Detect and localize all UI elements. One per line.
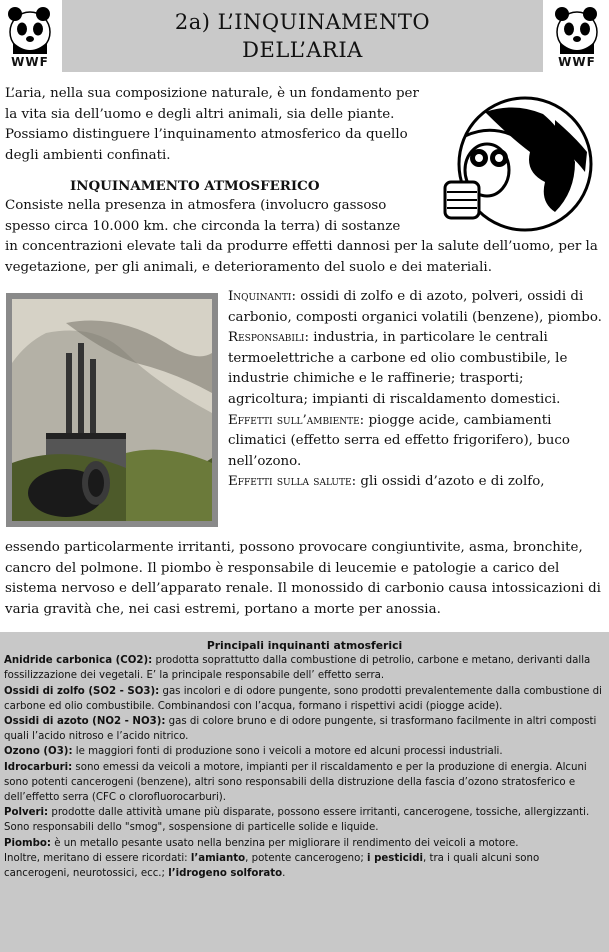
item-ambiente-label: Effetti sull’ambiente: [228,412,365,428]
item-responsabili-label: Responsabili: [228,330,310,346]
items-block [228,287,606,493]
item-salute-label: Effetti sulla salute: [228,474,357,490]
section-text-part2: in concentrazioni elevate tali da produrre effetti dannosi per la salute dell’uomo, per la vegetazione, per gli animali, e deterioramento del suolo e dei materiali. [5,239,598,275]
item-inquinanti-label: Inquinanti: [228,289,297,304]
intro-paragraph: L’aria, nella sua composizione naturale, è un fondamento per la vita sia dell’uomo e degli altri animali, sia delle piante. Possiamo distinguere l’inquinamento atmosferico da quello degli ambienti confinati. [5,86,419,163]
gas-mask-globe-illustration [425,92,605,242]
page-title [62,0,543,72]
pollutant-idrocarburi [4,760,605,806]
item-inquinanti-text: ossidi di zolfo e di azoto, polveri, ossidi di carbonio, composti organici volatili (benzene), piombo. [228,289,602,325]
panel-title: Principali inquinanti atmosferici [206,639,403,652]
item-responsabili [228,328,606,410]
pollutant-piombo [4,836,605,851]
panda-icon [554,2,600,54]
pollutant-idrocarburi-text: sono emessi da veicoli a motore, impianti per il riscaldamento e per la produzione di energia. Alcuni sono potenti cancerogeni (benzene), altri sono responsabili della distruzione della fascia d’ozono stratosferico e dell’effetto serra (CFC o clorofluorocarburi). [4,761,587,804]
extra-text-c: , tra i quali alcuni sono cancerogeni, neurotossici, ecc.; [4,852,540,880]
pollutant-piombo-label: Piombo: [4,837,51,849]
item-salute-text-a: gli ossidi d’azoto e di zolfo, [356,474,545,490]
wwf-logo-right [549,2,605,72]
pollutant-no [4,714,605,744]
pollutant-no-label: Ossidi di azoto (NO2 - NO3): [4,716,166,728]
extra-text-a: Inoltre, meritano di essere ricordati: [4,852,191,864]
wwf-logo-left [2,2,58,72]
panda-icon [7,2,53,54]
item-salute-continuation: essendo particolarmente irritanti, possono provocare congiuntivite, asma, bronchite, cancro del polmone. Il piombo è responsabile di leucemie e patologie a carico del sistema nervoso e dell’apparato renale. Il monossido di carbonio causa intossicazioni di varia gravità che, nei casi estremi, portano a morte per anossia. [5,540,601,617]
pollutants-panel [0,632,609,952]
pollutant-piombo-text: è un metallo pesante usato nella benzina per migliorare il rendimento dei veicoli a motore. [50,837,519,849]
extra-text-d: . [282,868,286,880]
pollutant-no-text: gas di colore bruno e di odore pungente, si trasformano facilmente in altri composti quali l’acido nitroso e l’acido nitrico. [4,716,597,743]
factory-pollution-illustration [6,293,218,527]
item-ambiente-text: piogge acide, cambiamenti climatici (effetto serra ed effetto frigorifero), buco nell’ozono. [228,412,570,469]
section-text-part1: Consiste nella presenza in atmosfera (involucro gassoso spesso circa 10.000 km. che circonda la terra) di sostanze [5,198,401,234]
extra-pesticidi: i pesticidi [367,852,424,864]
pollutant-so-text: gas incolori e di odore pungente, sono prodotti prevalentemente dalla combustione di carbone ed olio combustibile. Combinandosi con l’acqua, formano i rispettivi acidi (piogge acide). [4,685,602,712]
pollutant-o3-label: Ozono (O3): [4,746,73,758]
title-line-1: 2a) L’INQUINAMENTO [174,10,431,34]
item-inquinanti [228,287,606,328]
pollutant-polveri [4,805,605,835]
pollutant-o3-text: le maggiori fonti di produzione sono i veicoli a motore ed alcuni processi industriali. [72,746,503,758]
pollutant-polveri-label: Polveri: [4,807,49,819]
pollutant-extra [4,851,605,881]
pollutant-co2-text: prodotta soprattutto dalla combustione di petrolio, carbone e metano, derivanti dalla fossilizzazione dei vegetali. E’ la principale responsabile dell’ effetto serra. [4,655,591,682]
item-ambiente [228,411,606,473]
wwf-logo-text-right: WWF [558,55,596,69]
pollutant-co2-label: Anidride carbonica (CO2): [4,655,153,667]
title-line-2: DELL’ARIA [242,38,363,62]
section-heading: INQUINAMENTO ATMOSFERICO [70,178,320,194]
item-salute [228,472,606,493]
pollutant-so [4,684,605,714]
item-responsabili-text: industria, in particolare le centrali termoelettriche a carbone ed olio combustibile, le industrie chimiche e le raffinerie; trasporti; agricoltura; impianti di riscaldamento domestici. [228,330,568,407]
pollutant-polveri-text: prodotte dalle attività umane più disparate, possono essere irritanti, cancerogene, tossiche, allergizzanti. Sono responsabili dello "smog", sospensione di particelle solide e liquide. [4,807,590,834]
pollutant-so-label: Ossidi di zolfo (SO2 - SO3): [4,685,160,697]
pollutant-o3 [4,744,605,759]
pollutant-co2 [4,653,605,683]
wwf-logo-text-left: WWF [11,55,49,69]
pollutant-idrocarburi-label: Idrocarburi: [4,761,73,773]
extra-idrogeno: l’idrogeno solforato [168,868,283,880]
extra-text-b: , potente cancerogeno; [245,852,368,864]
extra-amianto: l’amianto [190,852,246,864]
